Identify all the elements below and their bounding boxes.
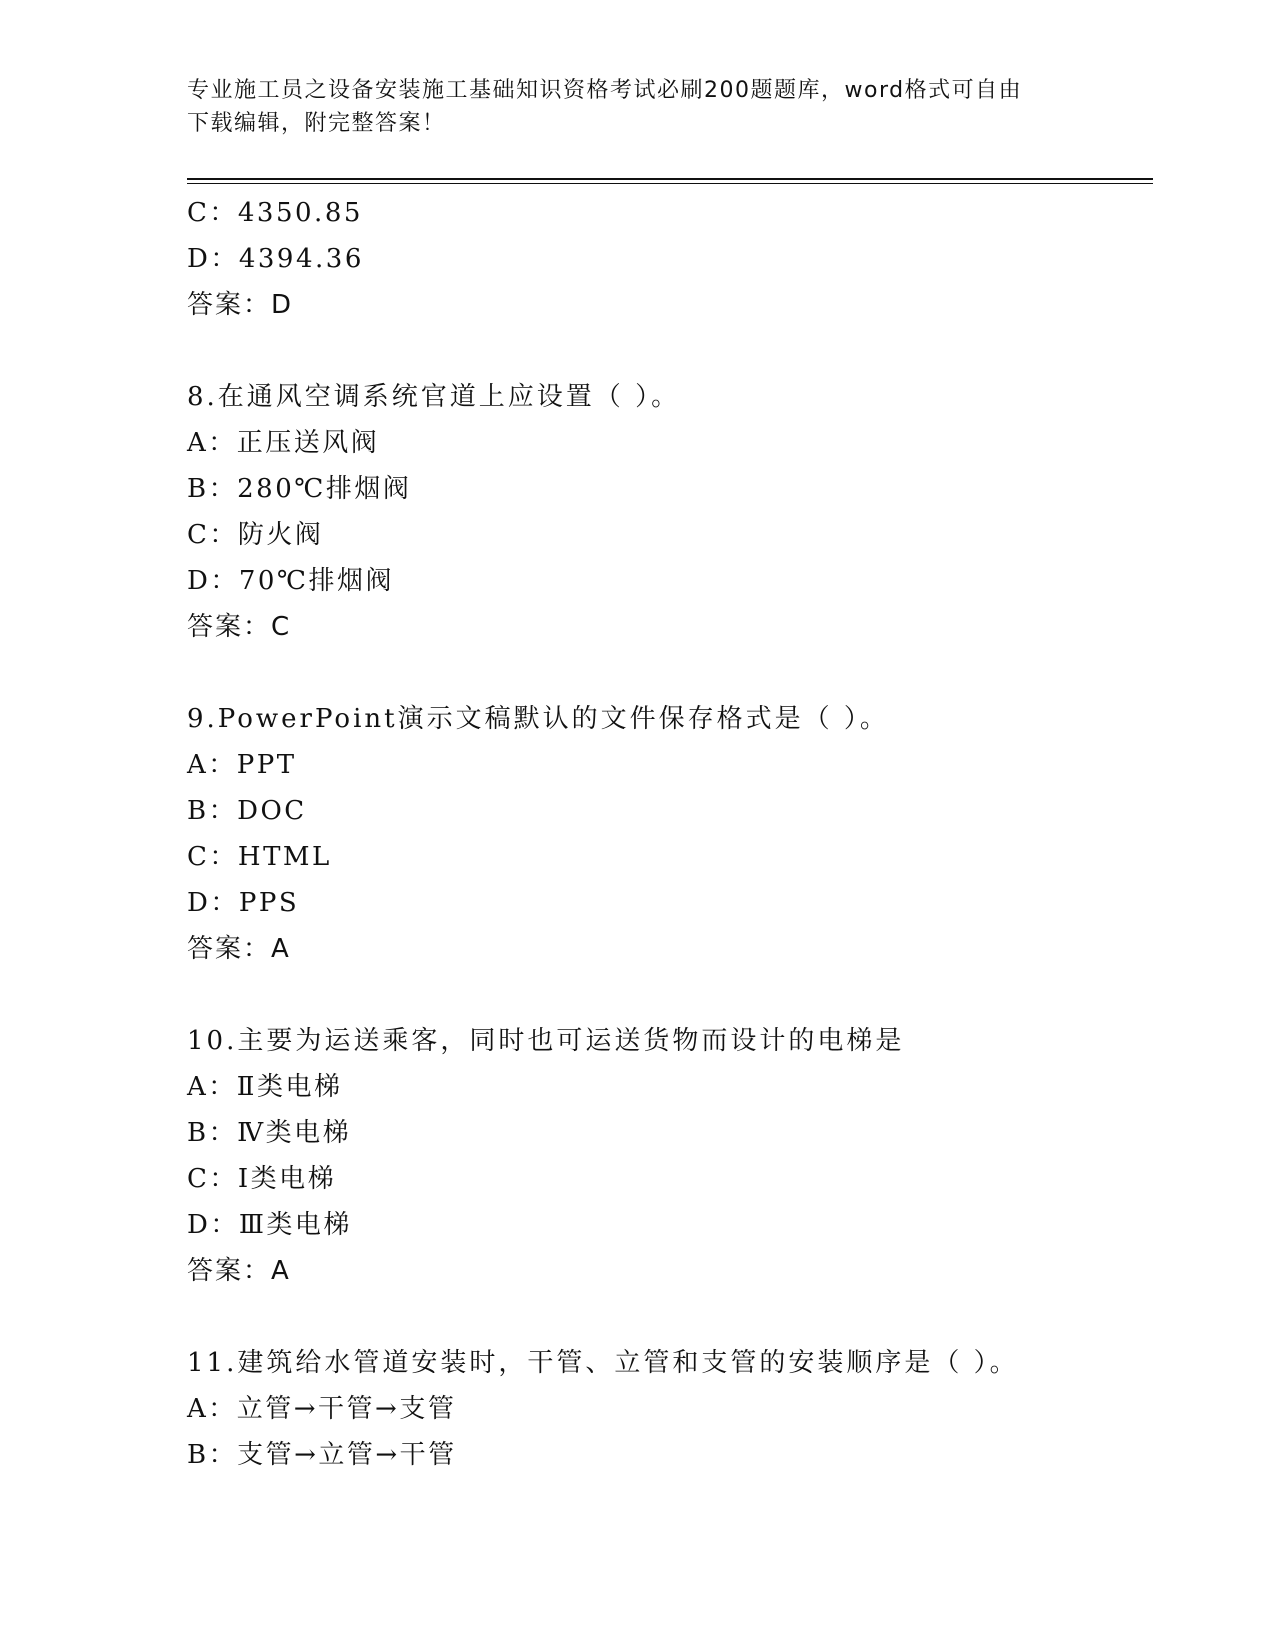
option-b: B：DOC [187,796,307,826]
question-block-9 [187,696,1153,972]
option-b: B：Ⅳ类电梯 [187,1118,352,1148]
question-list [187,190,1153,1478]
option-c: C：防火阀 [187,520,324,550]
option-c: C：HTML [187,842,332,872]
header-rule-thin [187,183,1153,184]
option-a: A：立管→干管→支管 [187,1394,457,1424]
question-block-7-partial [187,190,1153,328]
option-d: D：70℃排烟阀 [187,566,395,596]
option-d: D：PPS [187,888,300,918]
header-title-line-1: 专业施工员之设备安装施工基础知识资格考试必刷200题题库，word格式可自由 [187,78,1023,103]
answer-line: 答案：A [187,1256,291,1286]
spacer [187,650,1153,696]
header-title-line-2: 下载编辑，附完整答案！ [187,111,446,136]
option-b: B：支管→立管→干管 [187,1440,457,1470]
answer-line: 答案：C [187,612,292,642]
document-header [187,74,1087,140]
option-c: C：Ⅰ类电梯 [187,1164,337,1194]
question-text: 11.建筑给水管道安装时，干管、立管和支管的安装顺序是（ ）。 [187,1348,1019,1378]
question-block-10 [187,1018,1153,1294]
question-block-11-partial [187,1340,1153,1478]
spacer [187,1294,1153,1340]
option-a: A：PPT [187,750,297,780]
question-text: 8.在通风空调系统官道上应设置（ ）。 [187,382,681,412]
option-d: D：Ⅲ类电梯 [187,1210,352,1240]
option-c: C：4350.85 [187,198,363,228]
question-text: 10.主要为运送乘客，同时也可运送货物而设计的电梯是 [187,1026,905,1056]
spacer [187,328,1153,374]
question-block-8 [187,374,1153,650]
option-a: A：正压送风阀 [187,428,380,458]
question-text: 9.PowerPoint演示文稿默认的文件保存格式是（ ）。 [187,704,889,734]
option-a: A：Ⅱ类电梯 [187,1072,343,1102]
option-b: B：280℃排烟阀 [187,474,412,504]
answer-line: 答案：A [187,934,291,964]
option-d: D：4394.36 [187,244,364,274]
header-rule-thick [187,178,1153,180]
spacer [187,972,1153,1018]
answer-line: 答案：D [187,290,294,320]
